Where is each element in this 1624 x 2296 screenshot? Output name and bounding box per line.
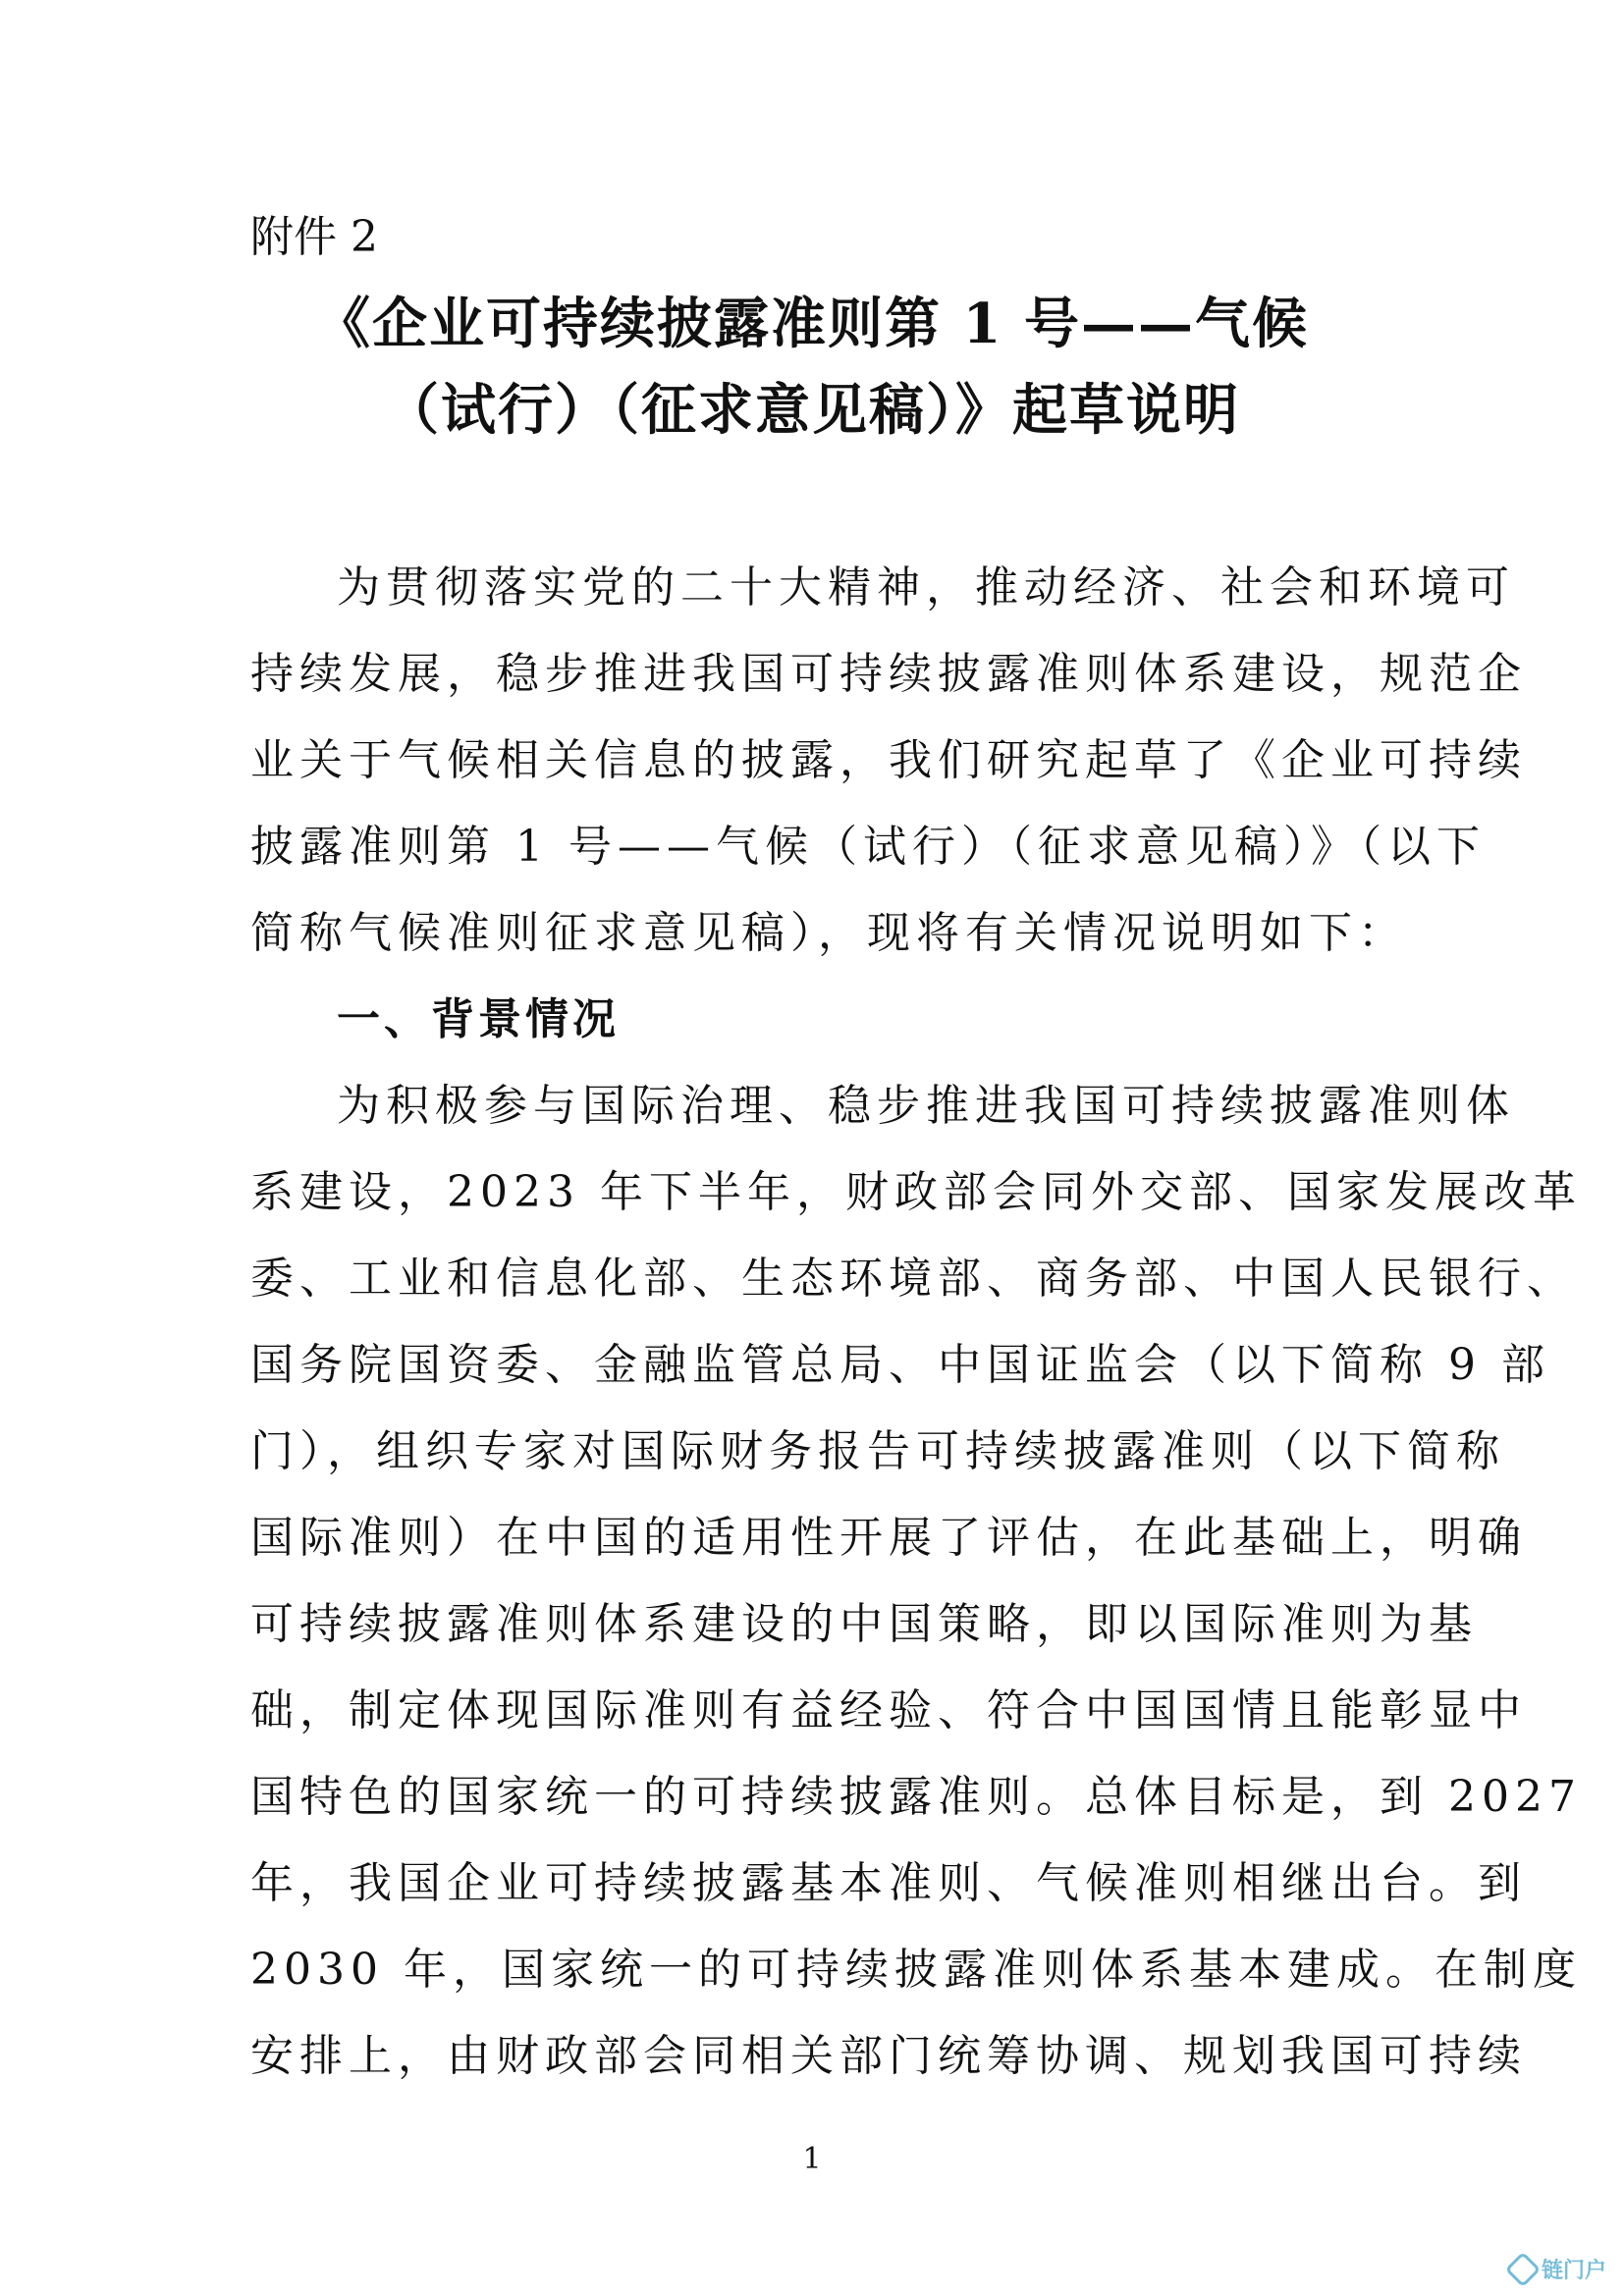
section-line: 门），组织专家对国际财务报告可持续披露准则（以下简称 (250, 1426, 1505, 1476)
section-line: 委、工业和信息化部、生态环境部、商务部、中国人民银行、 (250, 1254, 1576, 1304)
section-line: 为积极参与国际治理、稳步推进我国可持续披露准则体 (337, 1081, 1515, 1131)
section-heading: 一、背景情况 (337, 994, 620, 1044)
body-line: 披露准则第 1 号——气候（试行）（征求意见稿）》（以下 (250, 822, 1486, 872)
watermark-text: 链门户 (1541, 2259, 1606, 2283)
section-line: 国务院国资委、金融监管总局、中国证监会（以下简称 9 部 (250, 1340, 1550, 1390)
section-line: 年，我国企业可持续披露基本准则、气候准则相继出台。到 (250, 1858, 1527, 1908)
page-number: 1 (802, 2142, 822, 2176)
body-line: 持续发展，稳步推进我国可持续披露准则体系建设，规范企 (250, 649, 1527, 699)
section-line: 国际准则）在中国的适用性开展了评估，在此基础上，明确 (250, 1513, 1527, 1563)
document-title-line-1: 《企业可持续披露准则第 1 号——气候 (315, 292, 1309, 356)
document-body (250, 545, 1582, 2100)
section-line: 础，制定体现国际准则有益经验、符合中国国情且能彰显中 (250, 1685, 1527, 1735)
body-line: 简称气候准则征求意见稿），现将有关情况说明如下： (250, 908, 1407, 958)
section-line: 2030 年，国家统一的可持续披露准则体系基本建成。在制度 (250, 1945, 1582, 1995)
section-line: 可持续披露准则体系建设的中国策略，即以国际准则为基 (250, 1599, 1478, 1649)
body-line: 业关于气候相关信息的披露，我们研究起草了《企业可持续 (250, 735, 1527, 785)
section-line: 系建设，2023 年下半年，财政部会同外交部、国家发展改革 (250, 1167, 1582, 1217)
document-title-line-2: （试行）（征求意见稿）》起草说明 (384, 378, 1240, 443)
section-line: 国特色的国家统一的可持续披露准则。总体目标是，到 2027 (250, 1772, 1582, 1822)
body-line: 为贯彻落实党的二十大精神，推动经济、社会和环境可 (337, 562, 1515, 613)
site-watermark (1510, 2254, 1606, 2284)
chain-logo-icon (1505, 2251, 1542, 2287)
section-line: 安排上，由财政部会同相关部门统筹协调、规划我国可持续 (250, 2031, 1527, 2081)
attachment-label: 附件 2 (250, 212, 378, 262)
